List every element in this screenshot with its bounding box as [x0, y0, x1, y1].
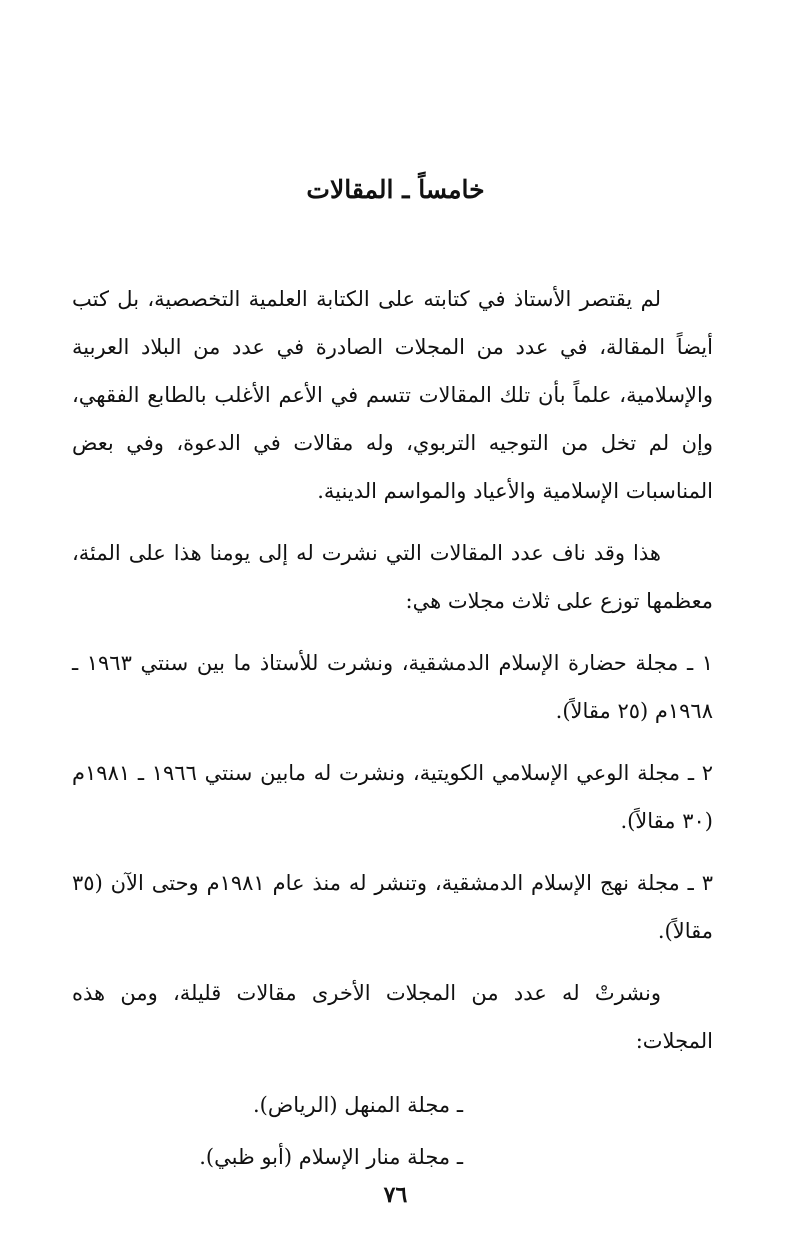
article-body	[72, 275, 713, 1183]
page-number: ٧٦	[383, 1182, 408, 1208]
journal-item-al-manhal: ـ مجلة المنهل (الرياض).	[253, 1093, 463, 1117]
journal-item-hadarat-al-islam: ١ ـ مجلة حضارة الإسلام الدمشقية، ونشرت للأستاذ ما بين سنتي ١٩٦٣ ـ ١٩٦٨م (٢٥ مقالاً).	[72, 651, 714, 723]
journal-item-nahj-al-islam: ٣ ـ مجلة نهج الإسلام الدمشقية، وتنشر له منذ عام ١٩٨١م وحتى الآن (٣٥ مقالاً).	[72, 871, 713, 943]
journal-item-manar-al-islam: ـ مجلة منار الإسلام (أبو ظبي).	[199, 1145, 463, 1169]
journal-item-al-waie-al-islami: ٢ ـ مجلة الوعي الإسلامي الكويتية، ونشرت له مابين سنتي ١٩٦٦ ـ ١٩٨١م (٣٠ مقالاً).	[72, 761, 713, 833]
count-paragraph: هذا وقد ناف عدد المقالات التي نشرت له إلى يومنا هذا على المئة، معظمها توزع على ثلاث مجلات هي:	[72, 541, 713, 613]
other-journals-paragraph: ونشرتْ له عدد من المجلات الأخرى مقالات قليلة، ومن هذه المجلات:	[72, 981, 713, 1053]
section-heading: خامساً ـ المقالات	[306, 175, 485, 204]
intro-paragraph: لم يقتصر الأستاذ في كتابته على الكتابة العلمية التخصصية، بل كتب أيضاً المقالة، في عدد من المجلات الصادرة في عدد من البلاد العربية والإسلامية، علماً بأن تلك المقالات تتسم في الأعم الأغلب بالطابع الفقهي، وإن لم تخل من التوجيه التربوي، وله مقالات في الدعوة، وفي بعض المناسبات الإسلامية والأعياد والمواسم الدينية.	[72, 287, 713, 503]
